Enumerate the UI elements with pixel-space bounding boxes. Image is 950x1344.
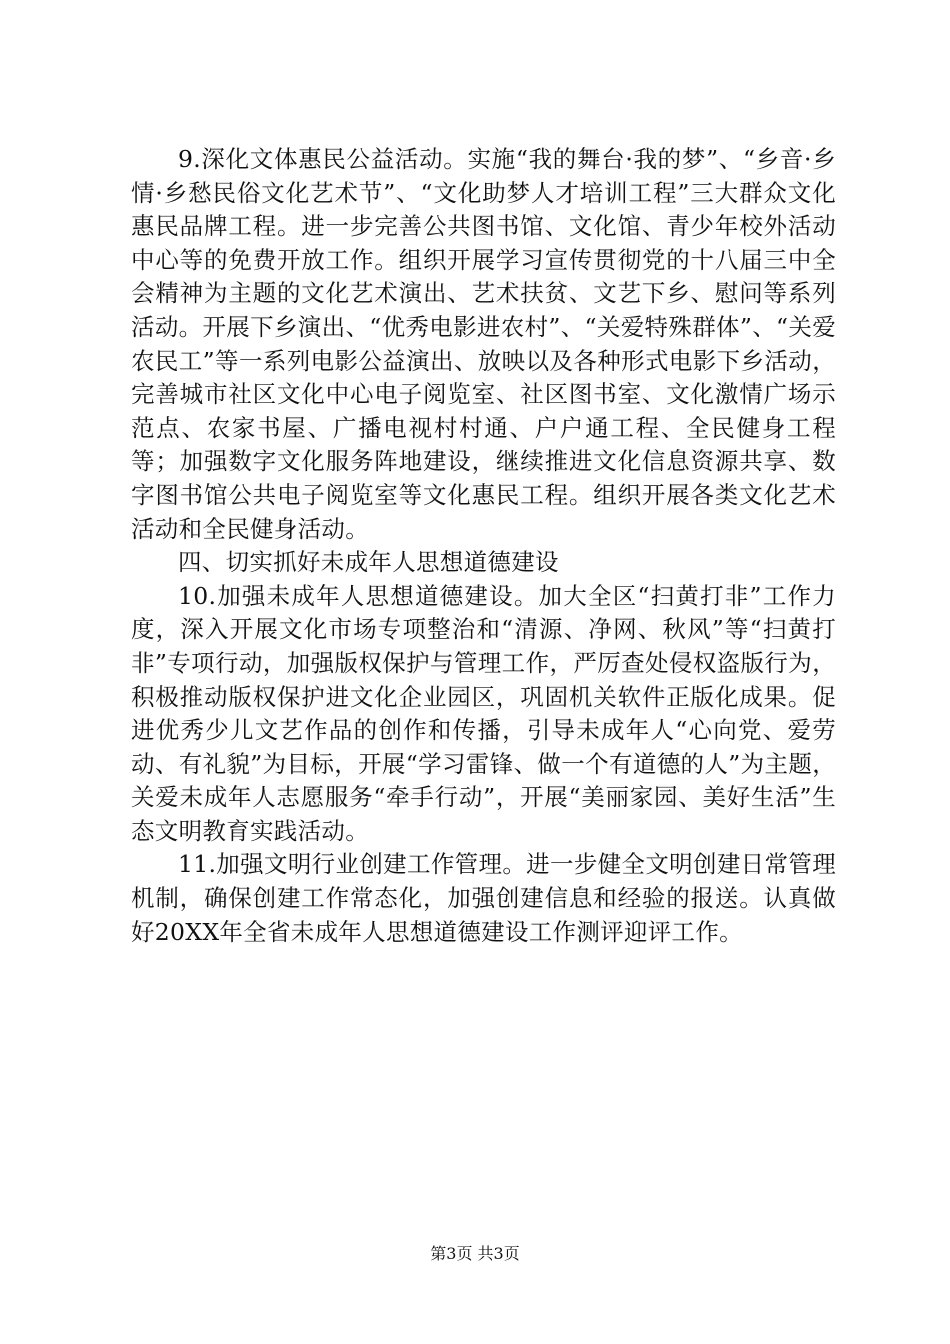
document-body [131,143,836,949]
paragraph-11: 11.加强文明行业创建工作管理。进一步健全文明创建日常管理机制，确保创建工作常态化，加强创建信息和经验的报送。认真做好20XX年全省未成年人思想道德建设工作测评迎评工作。 [131,850,836,946]
page-footer: 第3页 共3页 [430,1244,520,1263]
section-heading-4: 四、切实抓好未成年人思想道德建设 [178,548,559,577]
paragraph-9: 9.深化文体惠民公益活动。实施“我的舞台·我的梦”、“乡音·乡情·乡愁民俗文化艺术节”、“文化助梦人才培训工程”三大群众文化惠民品牌工程。进一步完善公共图书馆、文化馆、青少年校外活动中心等的免费开放工作。组织开展学习宣传贯彻党的十八届三中全会精神为主题的文化艺术演出、艺术扶贫、文艺下乡、慰问等系列活动。开展下乡演出、“优秀电影进农村”、“关爱特殊群体”、“关爱农民工”等一系列电影公益演出、放映以及各种形式电影下乡活动，完善城市社区文化中心电子阅览室、社区图书室、文化激情广场示范点、农家书屋、广播电视村村通、户户通工程、全民健身工程等；加强数字文化服务阵地建设，继续推进文化信息资源共享、数字图书馆公共电子阅览室等文化惠民工程。组织开展各类文化艺术活动和全民健身活动。 [131,145,836,543]
paragraph-10: 10.加强未成年人思想道德建设。加大全区“扫黄打非”工作力度，深入开展文化市场专项整治和“清源、净网、秋风”等“扫黄打非”专项行动，加强版权保护与管理工作，严厉查处侵权盗版行为，积极推动版权保护进文化企业园区，巩固机关软件正版化成果。促进优秀少儿文艺作品的创作和传播，引导未成年人“心向党、爱劳动、有礼貌”为目标，开展“学习雷锋、做一个有道德的人”为主题，关爱未成年人志愿服务“牵手行动”，开展“美丽家园、美好生活”生态文明教育实践活动。 [131,581,836,845]
